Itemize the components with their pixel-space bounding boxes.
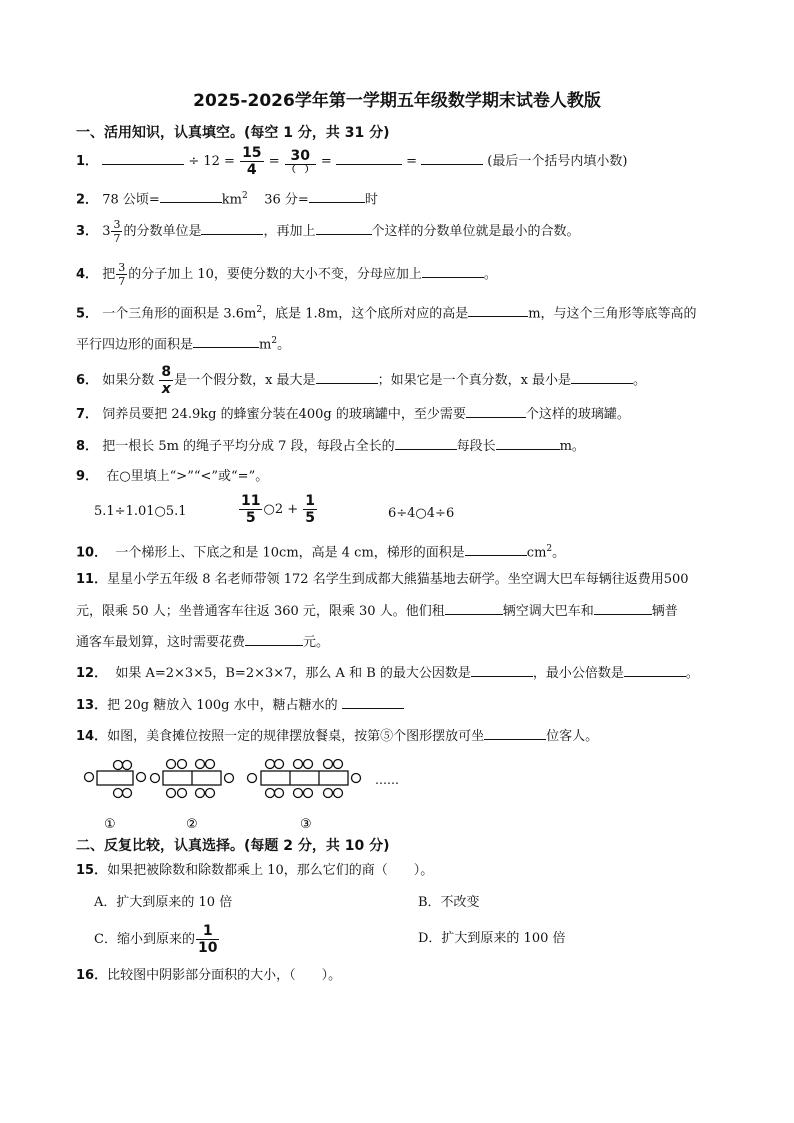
question-2: 2． 78 公顷= $km^2$ 36 分= 时 — [76, 191, 378, 208]
seat-circle — [352, 774, 361, 783]
fraction-3-7: $\frac{3}{7}$ — [113, 218, 121, 245]
option-a[interactable]: A．扩大到原来的 10 倍 — [94, 895, 233, 910]
seat-circle — [178, 789, 187, 798]
seat-circle — [324, 760, 333, 769]
seat-circle — [178, 760, 187, 769]
question-16: 16．比较图中阴影部分面积的大小，（ ）。 — [76, 968, 342, 983]
fraction-11-5: $\frac{11}{5}$ — [241, 493, 261, 526]
question-3: 3． 3 $\frac{3}{7}$ 的分数单位是 ，再加上 个这样的分数单位就是最小的合数。 — [76, 218, 580, 245]
question-8: 8． 把一根长 5m 的绳子平均分成 7 段，每段占全长的 每段长 m。 — [76, 436, 585, 457]
answer-blank[interactable] — [316, 370, 378, 384]
seat-circle — [266, 789, 275, 798]
option-b[interactable]: B．不改变 — [418, 895, 480, 910]
answer-blank[interactable] — [484, 726, 546, 740]
seat-circle — [294, 789, 303, 798]
seat-circle — [167, 789, 176, 798]
section-2-heading: 二、反复比较，认真选择。(每题 2 分，共 10 分) — [76, 838, 390, 854]
figure-label-1: ① — [104, 817, 116, 832]
compare-expression-2: $\frac{11}{5}$ ○2 + $\frac{1}{5}$ — [241, 493, 316, 526]
answer-blank[interactable] — [571, 370, 633, 384]
question-5: 5． 一个三角形的面积是 $3.6m^2$，底是 1.8m，这个底所对应的高是 m，与这个三角形等底等高的 — [76, 305, 697, 322]
seat-circle — [85, 773, 94, 782]
figure-label-3: ③ — [300, 817, 312, 832]
answer-blank[interactable] — [594, 601, 652, 615]
answer-blank[interactable] — [471, 663, 533, 677]
page-title: 2025-2026学年第一学期五年级数学期末试卷人教版 — [193, 91, 601, 111]
question-7: 7． 饲养员要把 24.9kg 的蜂蜜分装在400g 的玻璃罐中，至少需要 个这样的玻璃罐。 — [76, 404, 630, 425]
question-11-line-3: 通客车最划算，这时需要花费 元。 — [76, 632, 329, 653]
answer-blank[interactable] — [160, 189, 222, 203]
seat-circle — [123, 761, 132, 770]
answer-blank[interactable] — [445, 601, 503, 615]
seat-circle — [275, 760, 284, 769]
figure-1-tables — [85, 761, 146, 798]
seat-circle — [196, 789, 205, 798]
seat-circle — [294, 760, 303, 769]
answer-blank[interactable] — [245, 632, 303, 646]
fraction-1-10: $\frac{1}{10}$ — [197, 923, 218, 956]
ellipsis: …… — [375, 773, 399, 787]
seat-circle — [304, 789, 313, 798]
question-11-line-2: 元，限乘 50 人；坐普通客车往返 360 元，限乘 30 人。他们租 辆空调大巴车和 辆普 — [76, 601, 678, 622]
question-number: 1． — [76, 154, 99, 169]
question-4: 4． 把 $\frac{3}{7}$ 的分子加上 10，要使分数的大小不变，分母应加上 。 — [76, 261, 497, 288]
seat-circle — [206, 789, 215, 798]
seat-circle — [275, 789, 284, 798]
section-1-heading: 一、活用知识，认真填空。(每空 1 分，共 31 分) — [76, 125, 390, 141]
answer-blank[interactable] — [316, 221, 372, 235]
fraction-30-blank[interactable]: $\frac{30}{( )}$ — [286, 147, 314, 175]
seat-circle — [167, 760, 176, 769]
figure-label-2: ② — [186, 817, 198, 832]
table-pattern-diagram — [76, 756, 416, 834]
answer-blank[interactable] — [468, 303, 528, 317]
question-9: 9． 在○里填上“>”“<”或“=”。 — [76, 469, 269, 484]
question-12: 12． 如果 A=2×3×5，B=2×3×7，那么 A 和 B 的最大公因数是 ，最小公倍数是 。 — [76, 663, 699, 684]
figure-3-tables — [248, 760, 361, 798]
answer-blank[interactable] — [421, 151, 483, 165]
question-5-line-2: 平行四边形的面积是 $m^2$。 — [76, 336, 291, 353]
seat-circle — [123, 789, 132, 798]
table-rect — [97, 771, 133, 785]
seat-circle — [114, 789, 123, 798]
answer-blank[interactable] — [422, 264, 484, 278]
seat-circle — [248, 774, 257, 783]
fraction-3-7: $\frac{3}{7}$ — [118, 261, 126, 288]
answer-blank[interactable] — [102, 151, 184, 165]
seat-circle — [225, 774, 234, 783]
answer-blank[interactable] — [309, 189, 365, 203]
seat-circle — [196, 760, 205, 769]
seat-circle — [324, 789, 333, 798]
answer-blank[interactable] — [201, 221, 263, 235]
answer-blank[interactable] — [496, 436, 560, 450]
answer-blank[interactable] — [342, 695, 404, 709]
question-6: 6． 如果分数 $\frac{8}{x}$ 是一个假分数，x 最大是 ；如果它是一个真分数，x 最小是 。 — [76, 364, 647, 397]
question-15: 15．如果把被除数和除数都乘上 10，那么它们的商（ ）。 — [76, 863, 434, 878]
seat-circle — [304, 760, 313, 769]
question-10: 10． 一个梯形上、下底之和是 10cm，高是 4 cm，梯形的面积是 $cm^2$。 — [76, 544, 566, 561]
seat-circle — [151, 774, 160, 783]
option-c[interactable]: C．缩小到原来的 $\frac{1}{10}$ — [94, 923, 218, 956]
option-d[interactable]: D．扩大到原来的 100 倍 — [418, 931, 566, 946]
seat-circle — [334, 760, 343, 769]
compare-expression-3: 6÷4○4÷6 — [388, 506, 455, 521]
compare-expression-1: 5.1÷1.01○5.1 — [94, 504, 187, 519]
figure-2-tables — [151, 760, 234, 798]
fraction-8-x: $\frac{8}{x}$ — [161, 364, 172, 397]
seat-circle — [206, 760, 215, 769]
fraction-1-5: $\frac{1}{5}$ — [305, 493, 316, 526]
answer-blank[interactable] — [395, 436, 457, 450]
answer-blank[interactable] — [193, 334, 259, 348]
question-13: 13．把 20g 糖放入 100g 水中，糖占糖水的 — [76, 695, 404, 716]
answer-blank[interactable] — [465, 542, 527, 556]
seat-circle — [114, 761, 123, 770]
seat-circle — [137, 773, 146, 782]
question-14: 14．如图，美食摊位按照一定的规律摆放餐桌，按第⑤个图形摆放可坐 位客人。 — [76, 726, 598, 747]
seat-circle — [334, 789, 343, 798]
seat-circle — [266, 760, 275, 769]
answer-blank[interactable] — [624, 663, 686, 677]
answer-blank[interactable] — [336, 151, 402, 165]
answer-blank[interactable] — [466, 404, 526, 418]
table-rect — [261, 771, 348, 785]
question-11: 11．星星小学五年级 8 名老师带领 172 名学生到成都大熊猫基地去研学。坐空调大巴车每辆往返费用500 — [76, 572, 689, 587]
fraction-15-4: $\frac{15}{4}$ — [242, 145, 262, 178]
question-1: 1． ÷ 12 = $\frac{15}{4}$ = $\frac{30}{( )}$ = = (最后一个括号内填小数) — [76, 145, 628, 178]
